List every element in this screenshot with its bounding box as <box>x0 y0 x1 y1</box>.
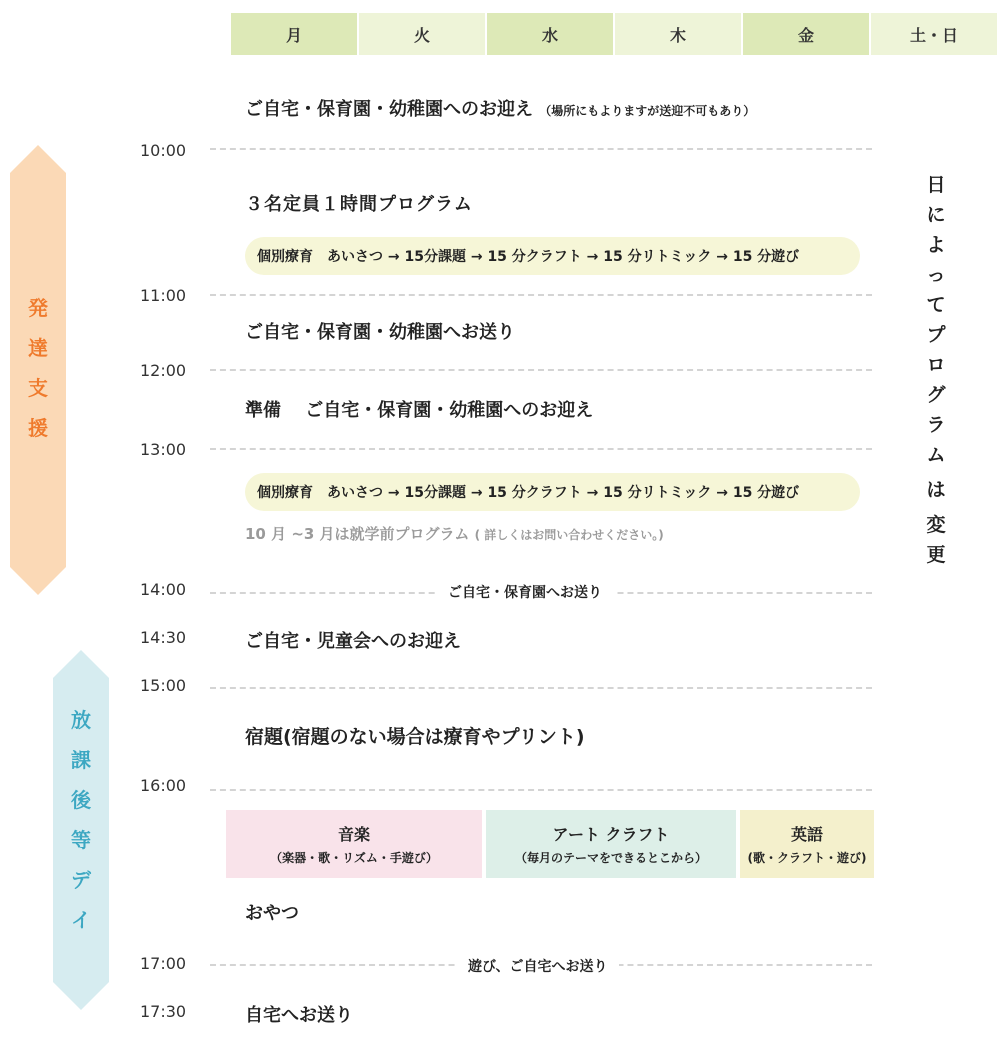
day-fri: 金 <box>743 13 869 55</box>
activity-title: 英語 <box>790 825 823 844</box>
houkago-char: デ <box>71 868 91 892</box>
weekend-note-char: 日 <box>926 174 946 196</box>
time-label: 15:00 <box>140 676 187 695</box>
hattatsu-char: 発 <box>28 296 48 320</box>
time-divider <box>210 687 872 689</box>
program-title: ３名定員１時間プログラム <box>245 194 473 215</box>
dropoff-1400: ご自宅・保育園へお送り <box>436 582 614 602</box>
weekend-note-char: っ <box>926 264 946 286</box>
time-label: 16:00 <box>140 776 187 795</box>
activity-art-craft <box>486 810 736 878</box>
time-divider <box>210 148 872 150</box>
activity-english <box>740 810 874 878</box>
day-tue: 火 <box>359 13 485 55</box>
preschool-note: ( 詳しくはお問い合わせください。) <box>474 528 664 542</box>
time-label: 17:30 <box>140 1002 187 1021</box>
time-label: 14:30 <box>140 628 187 647</box>
pickup-note: （場所にもよりますが送迎不可もあり） <box>539 104 756 118</box>
day-wed: 水 <box>487 13 613 55</box>
preschool-row <box>245 523 664 544</box>
time-label: 14:00 <box>140 580 187 599</box>
time-label: 12:00 <box>140 361 187 380</box>
weekend-note-char: プ <box>926 324 946 346</box>
pickup-row <box>245 95 755 121</box>
activity-sub: (歌・クラフト・遊び) <box>747 851 867 865</box>
time-divider <box>210 369 872 371</box>
activity-title: アート クラフト <box>552 825 670 844</box>
weekend-note-char: よ <box>926 234 946 256</box>
time-label: 10:00 <box>140 141 187 160</box>
day-weekend: 土・日 <box>871 13 997 55</box>
time-divider <box>210 789 872 791</box>
houkago-char: 後 <box>71 788 91 812</box>
hattatsu-char: 援 <box>28 416 48 440</box>
weekend-note-char: ム <box>926 444 946 466</box>
hattatsu-char: 支 <box>28 376 48 400</box>
houkago-char: 課 <box>71 748 91 772</box>
weekend-note-char: ロ <box>926 354 946 376</box>
activity-music <box>226 810 482 878</box>
time-label: 17:00 <box>140 954 187 973</box>
pickup-main: ご自宅・保育園・幼稚園へのお迎え <box>245 99 533 120</box>
weekend-note-char: に <box>926 204 946 226</box>
weekend-note-char: は <box>926 479 946 501</box>
weekend-note-char: グ <box>926 384 946 406</box>
houkago-char: 等 <box>71 828 91 852</box>
time-divider <box>210 448 872 450</box>
weekend-note-char: 更 <box>926 544 946 566</box>
preschool-main: 10 月 ~3 月は就学前プログラム <box>245 525 470 543</box>
pickup-1430: ご自宅・児童会へのお迎え <box>245 631 461 652</box>
houkago-char: イ <box>71 908 91 932</box>
program-pill: 個別療育 あいさつ → 15分課題 → 15 分クラフト → 15 分リトミック → 15 分遊び <box>245 237 860 275</box>
time-divider <box>210 294 872 296</box>
activity-title: 音楽 <box>337 825 370 844</box>
hattatsu-label <box>10 288 66 448</box>
play-dropoff: 遊び、ご自宅へお送り <box>456 956 619 976</box>
day-mon: 月 <box>231 13 357 55</box>
weekend-note-char: 変 <box>926 514 946 536</box>
weekend-note-char: ラ <box>926 414 946 436</box>
homework-row: 宿題(宿題のない場合は療育やプリント) <box>245 726 585 748</box>
time-label: 11:00 <box>140 286 187 305</box>
day-thu: 木 <box>615 13 741 55</box>
activity-sub: （楽器・歌・リズム・手遊び） <box>270 851 438 865</box>
snack-row: おやつ <box>245 903 299 924</box>
houkago-char: 放 <box>71 708 91 732</box>
program-pill-2: 個別療育 あいさつ → 15分課題 → 15 分クラフト → 15 分リトミック → 15 分遊び <box>245 473 860 511</box>
activity-sub: （毎月のテーマをできるとこから） <box>514 851 707 865</box>
houkago-label <box>53 700 109 940</box>
home-dropoff: 自宅へお送り <box>245 1005 353 1026</box>
prep-pickup: 準備 ご自宅・保育園・幼稚園へのお迎え <box>245 400 594 421</box>
time-label: 13:00 <box>140 440 187 459</box>
dropoff-1100: ご自宅・保育園・幼稚園へお送り <box>245 322 515 343</box>
weekend-note-char: て <box>926 294 946 316</box>
hattatsu-char: 達 <box>28 336 48 360</box>
